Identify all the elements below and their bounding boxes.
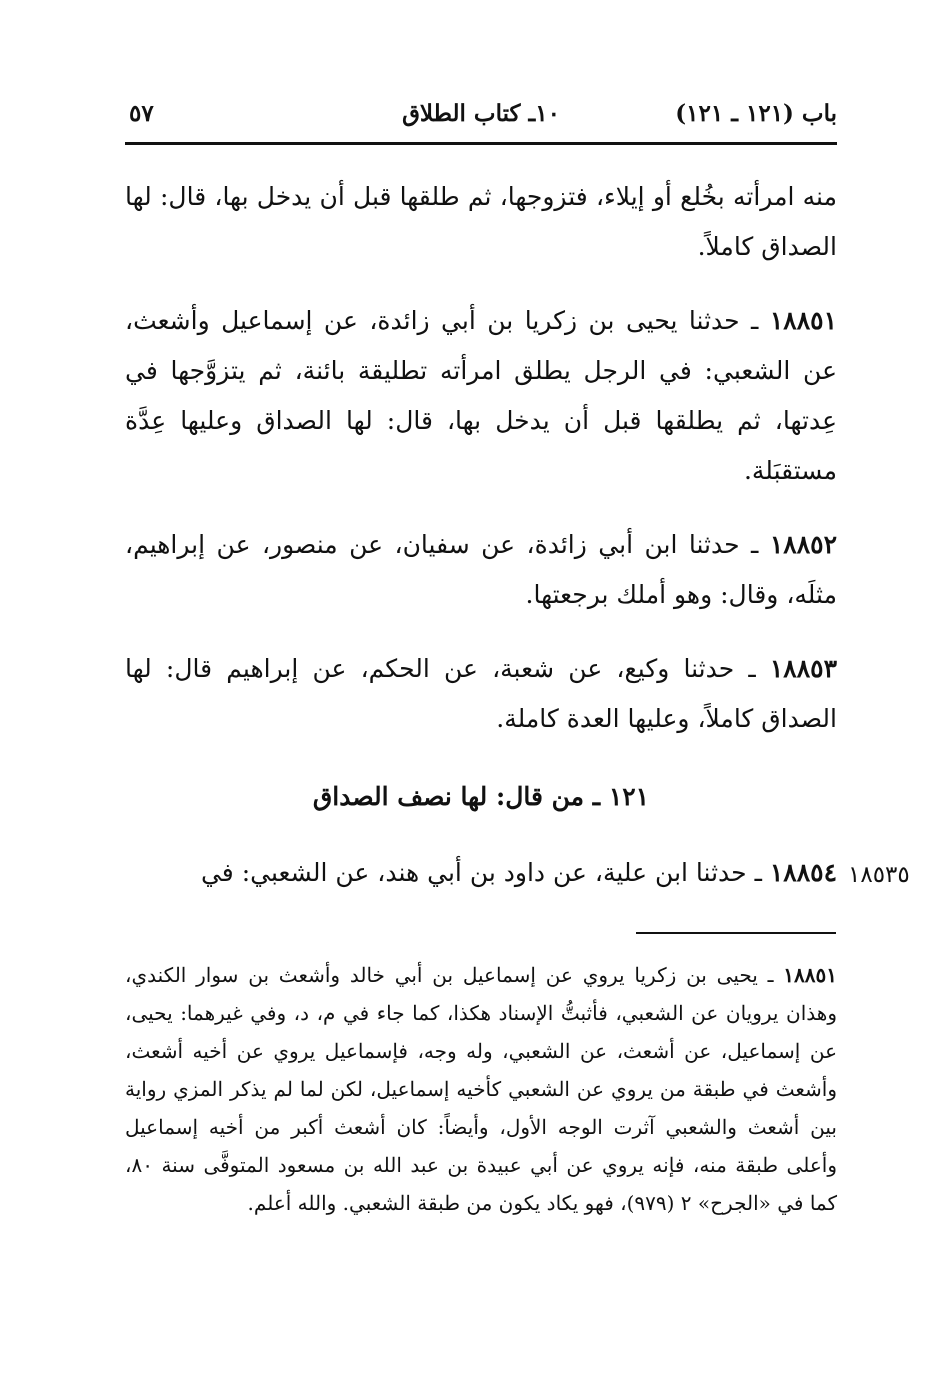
running-header	[125, 92, 837, 138]
paragraph-text: ـ حدثنا ابن علية، عن داود بن أبي هند، عن الشعبي: في	[200, 858, 762, 887]
hadith-number: ١٨٨٥٤	[769, 858, 837, 887]
hadith-paragraph	[125, 520, 837, 620]
section-title: ١٢١ ـ من قال: لها نصف الصداق	[312, 782, 650, 811]
paragraph-continuation	[125, 172, 837, 272]
hadith-paragraph	[125, 296, 837, 496]
hadith-paragraph	[125, 644, 837, 744]
chapter-range: باب (١٢١ ـ ١٢١)	[675, 100, 837, 127]
paragraph-text: ـ حدثنا ابن أبي زائدة، عن سفيان، عن منصور، عن إبراهيم، مثلَه، وقال: وهو أملك برجعتها.	[125, 530, 837, 609]
page-number: ٥٧	[129, 100, 154, 127]
book-title: ١٠ـ كتاب الطلاق	[402, 100, 560, 127]
header-rule	[125, 142, 837, 145]
paragraph-text: منه امرأته بخُلع أو إيلاء، فتزوجها، ثم طلقها قبل أن يدخل بها، قال: لها الصداق كاملاً.	[125, 182, 837, 261]
footnote-number: ١٨٨٥١	[783, 963, 837, 987]
hadith-number: ١٨٨٥١	[769, 306, 837, 335]
paragraph-text: ـ حدثنا يحيى بن زكريا بن أبي زائدة، عن إسماعيل وأشعث، عن الشعبي: في الرجل يطلق امرأته تطليقة بائنة، ثم يتزوَّجها في عِدتها، ثم يطلقها قبل أن يدخل بها، قال: لها الصداق وعليها عِدَّة مستقبَلة.	[125, 306, 837, 485]
hadith-number: ١٨٨٥٢	[769, 530, 837, 559]
footnote-separator	[636, 932, 836, 934]
footnote-text: ـ يحيى بن زكريا يروي عن إسماعيل بن أبي خالد وأشعث بن سوار الكندي، وهذان يرويان عن الشعبي، فأثبتُّ الإسناد هكذا، كما جاء في م، د، وفي غيرهما: يحيى، عن إسماعيل، عن أشعث، عن الشعبي، وله وجه، فإسماعيل يروي عن أخيه أشعث، وأشعث في طبقة من يروي عن الشعبي كأخيه إسماعيل، لكن لما لم يذكر المزي رواية بين أشعث والشعبي آثرت الوجه الأول، وأيضاً: كان أشعث أكبر من أخيه إسماعيل وأعلى طبقة منه، فإنه يروي عن أبي عبيدة بن عبد الله بن مسعود المتوفَّى سنة ٨٠، كما في «الجرح» ٢ (٩٧٩)، فهو يكاد يكون من طبقة الشعبي. والله أعلم.	[125, 963, 837, 1215]
hadith-paragraph	[125, 848, 837, 898]
margin-reference-number: ١٨٥٣٥	[848, 862, 910, 888]
footnote	[125, 956, 837, 1222]
hadith-number: ١٨٨٥٣	[769, 654, 837, 683]
paragraph-text: ـ حدثنا وكيع، عن شعبة، عن الحكم، عن إبراهيم قال: لها الصداق كاملاً، وعليها العدة كاملة.	[125, 654, 837, 733]
main-text	[125, 172, 837, 922]
